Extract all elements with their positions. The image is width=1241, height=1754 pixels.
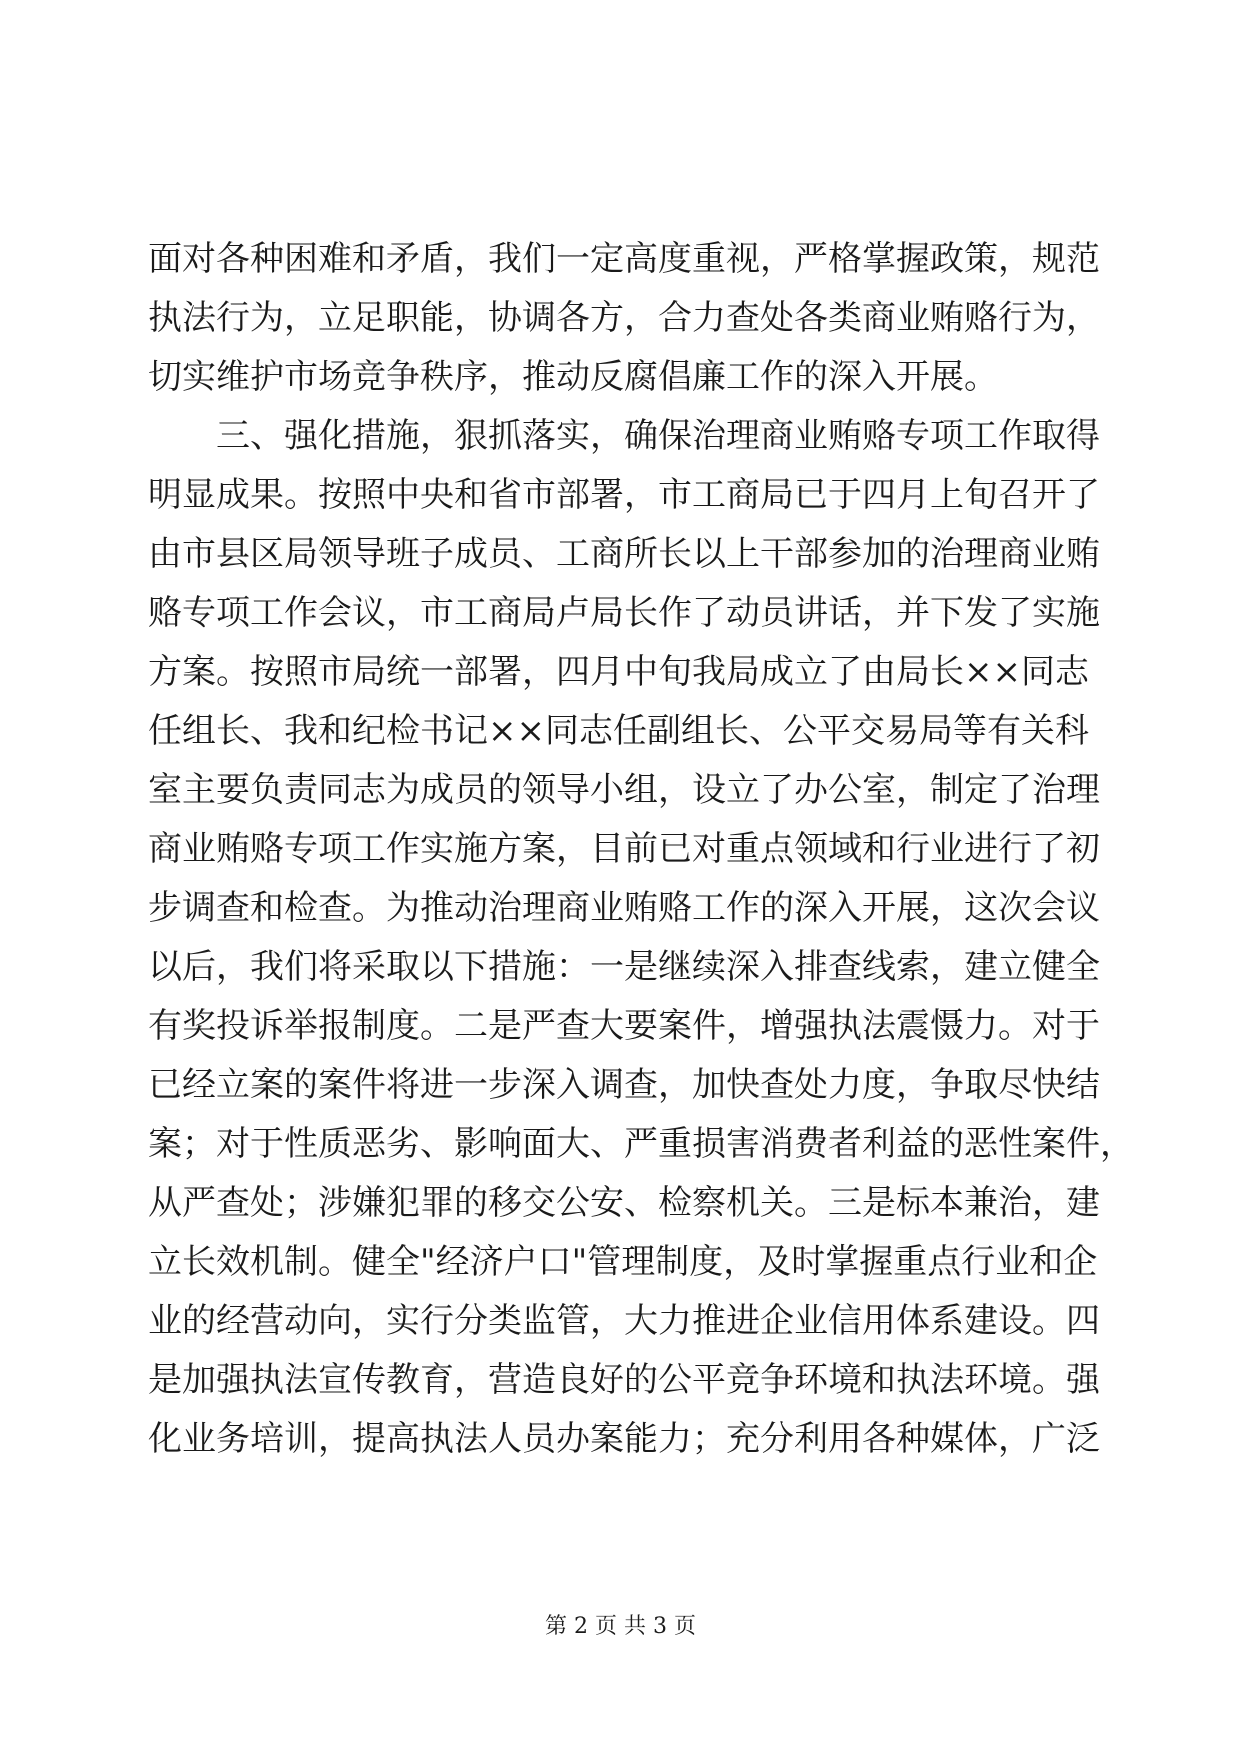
text-line: 已经立案的案件将进一步深入调查，加快查处力度，争取尽快结 (148, 1065, 1100, 1105)
text-line: 商业贿赂专项工作实施方案，目前已对重点领域和行业进行了初 (148, 829, 1100, 869)
text-line: 任组长、我和纪检书记××同志任副组长、公平交易局等有关科 (148, 711, 1089, 751)
text-line: 有奖投诉举报制度。二是严查大要案件，增强执法震慑力。对于 (148, 1006, 1100, 1046)
text-line: 赂专项工作会议，市工商局卢局长作了动员讲话，并下发了实施 (148, 593, 1100, 633)
text-line: 面对各种困难和矛盾，我们一定高度重视，严格掌握政策，规范 (148, 239, 1100, 279)
text-line: 立长效机制。健全"经济户口"管理制度，及时掌握重点行业和企 (148, 1242, 1098, 1282)
text-line: 步调查和检查。为推动治理商业贿赂工作的深入开展，这次会议 (148, 888, 1100, 928)
text-line: 室主要负责同志为成员的领导小组，设立了办公室，制定了治理 (148, 770, 1100, 810)
body-text (148, 230, 1134, 1469)
text-line: 三、强化措施，狠抓落实，确保治理商业贿赂专项工作取得 (148, 416, 1100, 456)
text-line: 切实维护市场竞争秩序，推动反腐倡廉工作的深入开展。 (148, 357, 998, 397)
text-line: 是加强执法宣传教育，营造良好的公平竞争环境和执法环境。强 (148, 1360, 1100, 1400)
text-line: 案；对于性质恶劣、影响面大、严重损害消费者利益的恶性案件， (148, 1124, 1134, 1164)
text-line: 明显成果。按照中央和省市部署，市工商局已于四月上旬召开了 (148, 475, 1100, 515)
text-line: 方案。按照市局统一部署，四月中旬我局成立了由局长××同志 (148, 652, 1089, 692)
text-line: 以后，我们将采取以下措施：一是继续深入排查线索，建立健全 (148, 947, 1100, 987)
page-footer (0, 1612, 1241, 1642)
text-line: 业的经营动向，实行分类监管，大力推进企业信用体系建设。四 (148, 1301, 1100, 1341)
text-line: 由市县区局领导班子成员、工商所长以上干部参加的治理商业贿 (148, 534, 1100, 574)
text-line: 化业务培训，提高执法人员办案能力；充分利用各种媒体，广泛 (148, 1419, 1100, 1459)
text-line: 执法行为，立足职能，协调各方，合力查处各类商业贿赂行为， (148, 298, 1100, 338)
text-line: 从严查处；涉嫌犯罪的移交公安、检察机关。三是标本兼治，建 (148, 1183, 1100, 1223)
page-number: 第 2 页 共 3 页 (545, 1614, 696, 1639)
